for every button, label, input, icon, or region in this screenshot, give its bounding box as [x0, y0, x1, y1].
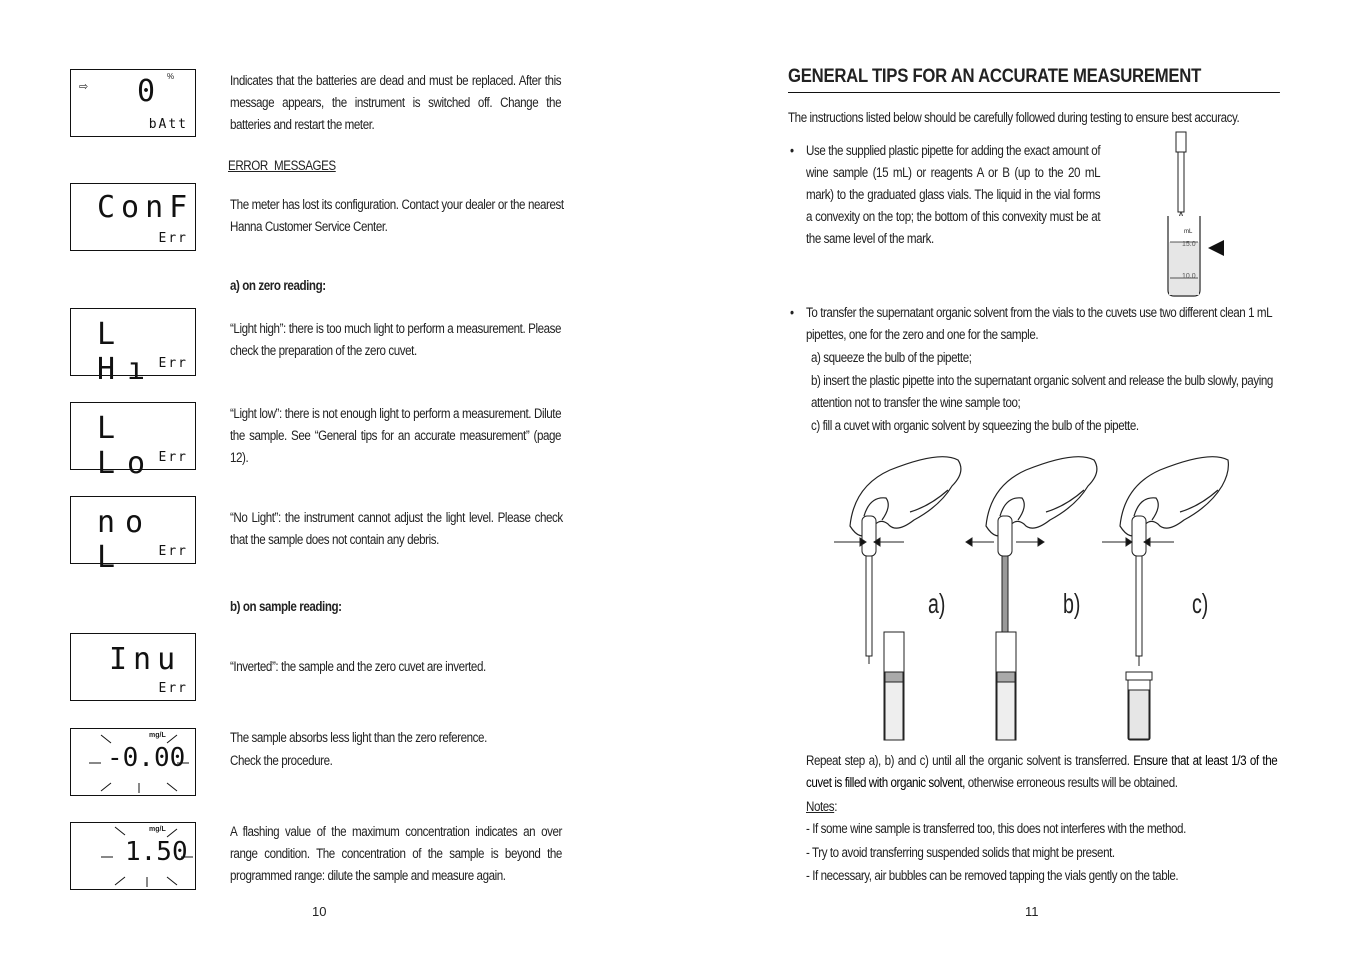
step-a-text: a) squeeze the bulb of the pipette;: [811, 350, 972, 365]
figure-label-c: c): [1192, 588, 1209, 619]
bullet-dot: •: [790, 305, 794, 320]
page-title: GENERAL TIPS FOR AN ACCURATE MEASUREMENT: [788, 66, 1280, 93]
figure-label-b: b): [1063, 588, 1081, 619]
intro-text: The instructions listed below should be carefully followed during testing to ensure best accuracy.: [788, 110, 1240, 125]
battery-description: Indicates that the batteries are dead and must be replaced. After this message appears, the instrument is switched off. Change the batteries and restart the meter.: [230, 73, 562, 132]
pipette-steps-illustration: [830, 446, 1230, 746]
lcd-sub-value: Err: [158, 450, 188, 465]
page-number-left: 10: [312, 904, 327, 919]
negative-description-line2: Check the procedure.: [230, 753, 333, 768]
sample-reading-heading: b) on sample reading:: [230, 599, 342, 614]
step-c-text: c) fill a cuvet with organic solvent by squeezing the bulb of the pipette.: [811, 418, 1139, 433]
note-3: - If necessary, air bubbles can be removed tapping the vials gently on the table.: [806, 868, 1179, 883]
lcd-main-value: 1.50: [125, 837, 188, 867]
arrow-icon: ⇨: [79, 81, 89, 93]
lcd-main-value: no L: [97, 505, 154, 575]
bullet-pipette-text: Use the supplied plastic pipette for adding the exact amount of wine sample (15 mL) or reagents A or B (up to the 20 mL mark) to the graduated glass vials. The liquid in the vial forms a convexity on the top; the bottom of this convexity must be at the same level of the mark.: [806, 143, 1101, 246]
lcd-sub-value: Err: [158, 356, 188, 371]
note-1: - If some wine sample is transferred too, this does not interferes with the method.: [806, 821, 1186, 836]
repeat-emphasis: Ensure that at least 1/3 of the cuvet is filled with organic solvent,: [806, 753, 1278, 790]
error-messages-heading: ERROR MESSAGES: [228, 158, 336, 173]
vial-mark-15: 15.0: [1182, 241, 1196, 248]
lcd-sub-value: Err: [158, 681, 188, 696]
lcd-main-value: -0.00: [107, 743, 186, 773]
lcd-main-value: L Lo: [97, 411, 158, 481]
lcd-sub-value: Err: [158, 231, 188, 246]
page-number-right: 11: [1025, 904, 1039, 919]
vial-unit-label: mL: [1184, 229, 1193, 235]
step-b-text: b) insert the plastic pipette into the supernatant organic solvent and release the bulb slowly, paying attention not to transfer the wine sample too;: [811, 373, 1273, 410]
figure-label-a: a): [928, 588, 946, 619]
lcd-light-high: [70, 308, 196, 387]
graduated-vial-illustration: [1160, 130, 1240, 300]
lcd-main-value: L Hı: [97, 317, 158, 387]
repeat-text-end: otherwise erroneous results will be obtained.: [964, 775, 1178, 790]
lcd-conf: [70, 183, 196, 251]
lcd-sub-value: bAtt: [148, 117, 188, 132]
negative-description-line1: The sample absorbs less light than the zero reference.: [230, 730, 487, 745]
lcd-sub-value: Err: [158, 544, 188, 559]
vial-mark-10: 10.0: [1182, 273, 1196, 280]
lcd-inverted: [70, 633, 196, 701]
light-low-description: “Light low”: there is not enough light to perform a measurement. Dilute the sample. See “General tips for an accurate measurement” (page 12).: [230, 406, 562, 465]
lcd-unit: mg/L: [149, 826, 166, 833]
lcd-main-value: Inu: [109, 642, 182, 677]
no-light-description: “No Light”: the instrument cannot adjust the light level. Please check that the sample does not contain any debris.: [230, 510, 563, 547]
lcd-negative-reading: [70, 728, 196, 796]
over-range-description: A flashing value of the maximum concentration indicates an over range condition. The concentration of the sample is beyond the programmed range: dilute the sample and measure again.: [230, 824, 562, 883]
lcd-main-value: 0: [137, 74, 162, 109]
percent-icon: %: [167, 72, 175, 81]
lcd-battery: [70, 69, 196, 137]
zero-reading-heading: a) on zero reading:: [230, 278, 326, 293]
light-high-description: “Light high”: there is too much light to perform a measurement. Please check the preparation of the zero cuvet.: [230, 321, 562, 358]
lcd-over-range: [70, 822, 196, 890]
note-2: - Try to avoid transferring suspended solids that might be present.: [806, 845, 1115, 860]
conf-description: The meter has lost its configuration. Contact your dealer or the nearest Hanna Customer Service Center.: [230, 197, 564, 234]
repeat-text-start: Repeat step a), b) and c) until all the organic solvent is transferred.: [806, 753, 1134, 768]
bullet-dot: •: [790, 143, 794, 158]
notes-label: Notes: [806, 799, 835, 814]
inverted-description: “Inverted”: the sample and the zero cuvet are inverted.: [230, 659, 486, 674]
lcd-light-low: [70, 402, 196, 481]
repeat-instructions: [806, 750, 1277, 794]
bullet-transfer-text: To transfer the supernatant organic solvent from the vials to the cuvets use two different clean 1 mL pipettes, one for the zero and one for the sample.: [806, 305, 1272, 342]
lcd-main-value: ConF: [97, 190, 194, 225]
lcd-no-light: [70, 496, 196, 575]
notes-heading: Notes:: [806, 799, 838, 814]
lcd-unit: mg/L: [149, 732, 166, 739]
